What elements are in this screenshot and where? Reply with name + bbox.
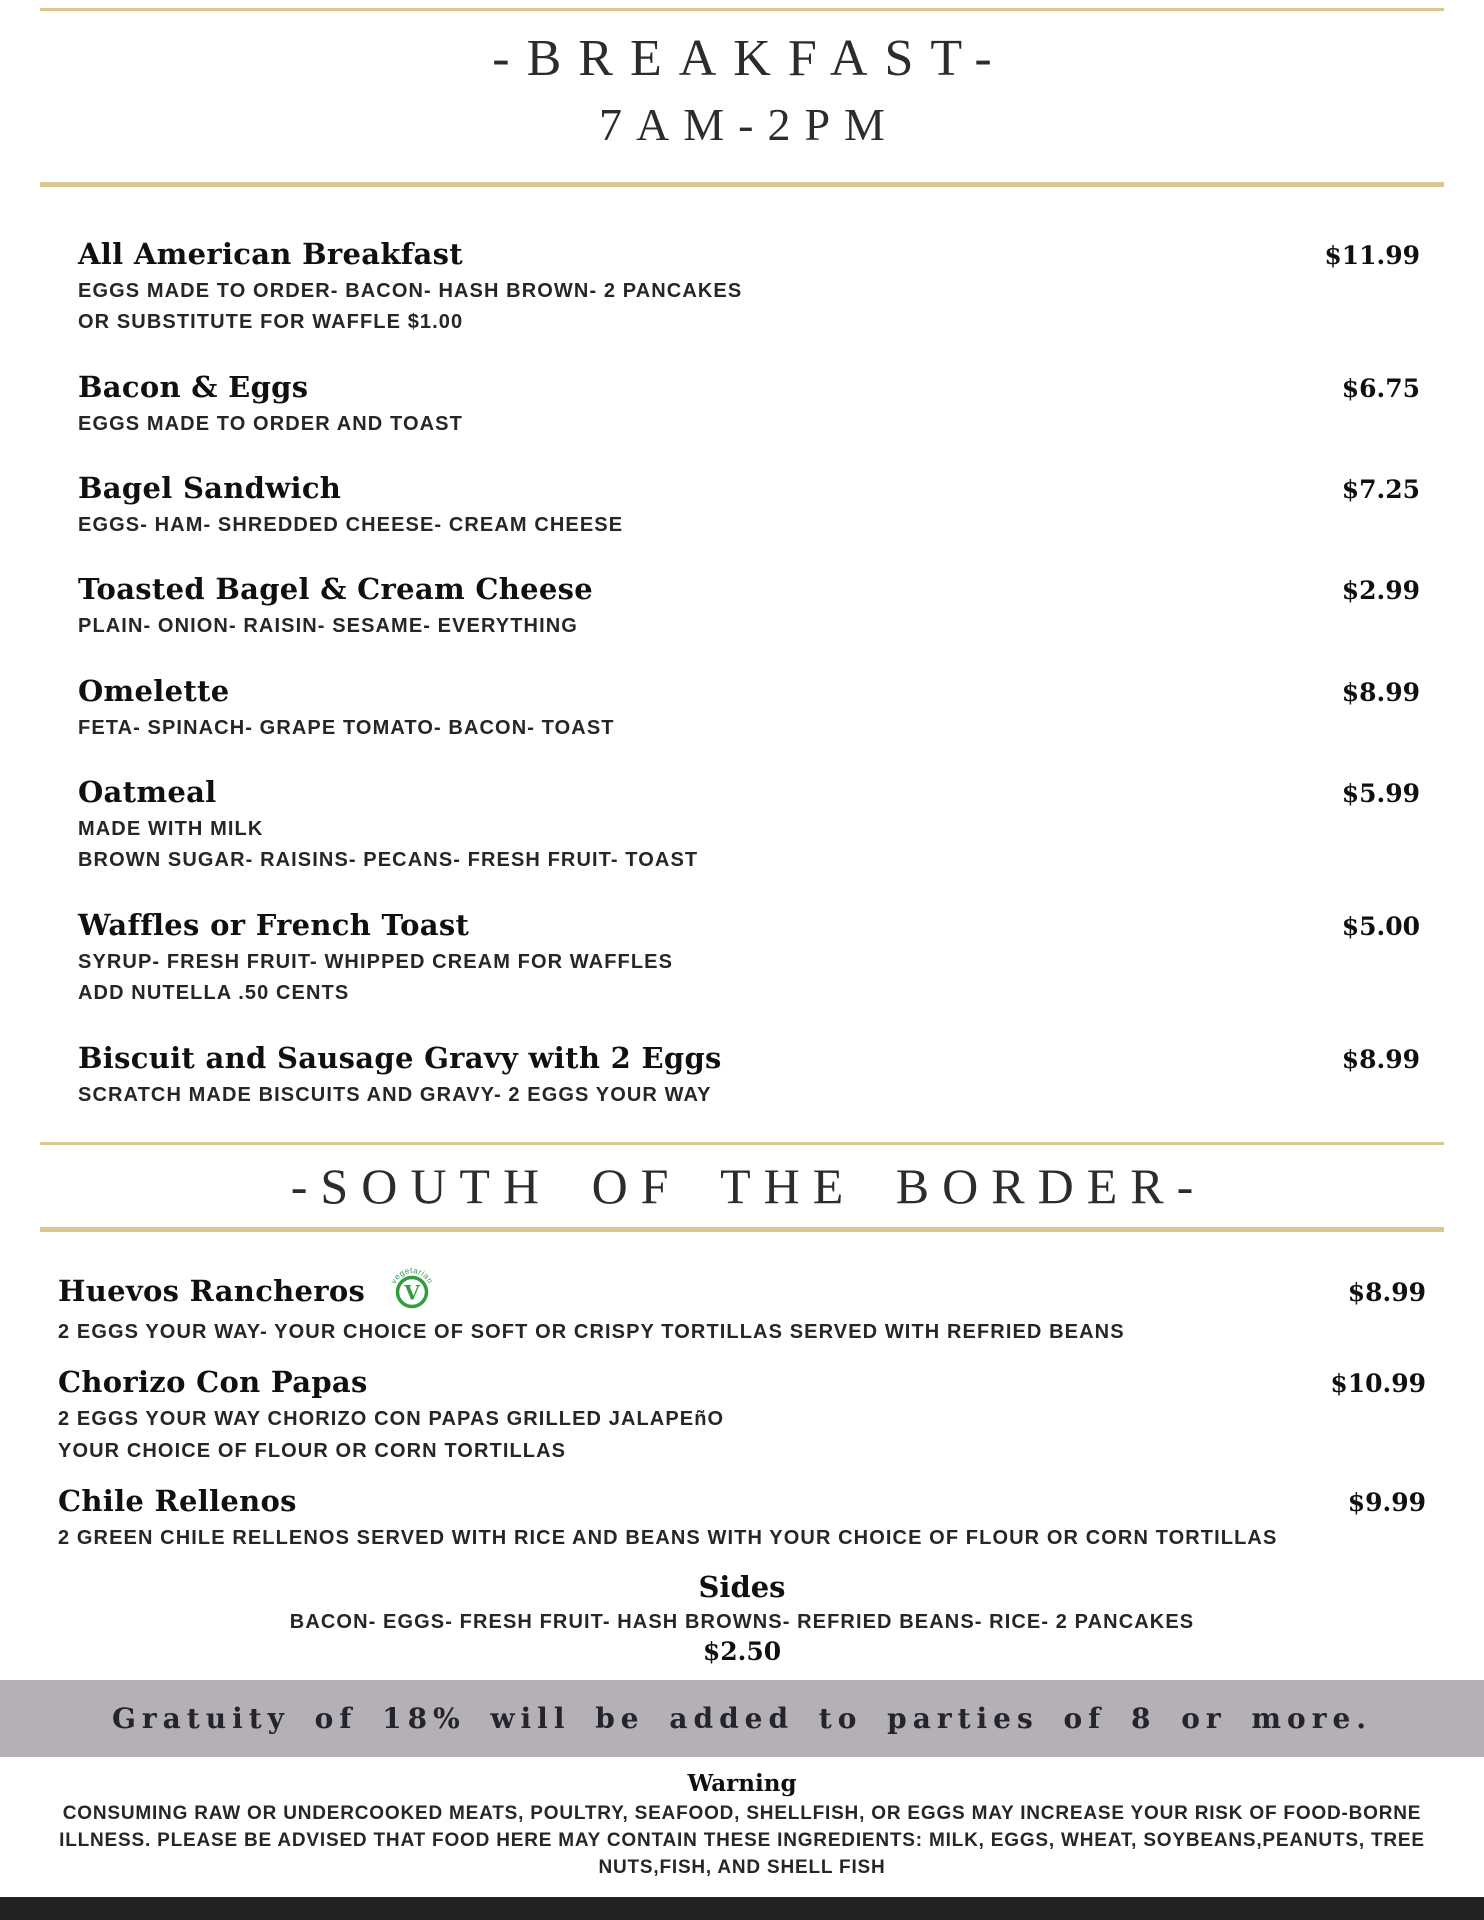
menu-item-huevos-rancheros	[58, 1265, 1426, 1345]
item-price: $11.99	[1324, 240, 1420, 270]
item-price: $8.99	[1347, 1277, 1426, 1307]
menu-item-bacon-and-eggs	[78, 370, 1420, 437]
item-head	[58, 1265, 1426, 1314]
sides-section	[0, 1571, 1484, 1666]
item-head	[78, 471, 1420, 507]
sides-price: $2.50	[702, 1636, 782, 1666]
vegetarian-letter: V	[404, 1280, 420, 1305]
item-head	[78, 1041, 1420, 1077]
item-name: All American Breakfast	[78, 236, 463, 271]
item-price: $2.99	[1341, 576, 1420, 606]
menu-item-oatmeal	[78, 775, 1420, 874]
item-head	[78, 572, 1420, 608]
item-description: EGGS- HAM- SHREDDED CHEESE- CREAM CHEESE	[78, 514, 624, 537]
item-name: Huevos Rancheros	[58, 1273, 366, 1308]
item-description: OR SUBSTITUTE FOR WAFFLE $1.00	[78, 311, 464, 334]
warning-title: Warning	[687, 1770, 797, 1797]
item-description: FETA- SPINACH- GRAPE TOMATO- BACON- TOAST	[78, 716, 615, 739]
item-description: SYRUP- FRESH FRUIT- WHIPPED CREAM FOR WAFFLES	[78, 950, 674, 973]
item-name: Chorizo Con Papas	[58, 1365, 368, 1400]
vegetarian-icon	[385, 1260, 439, 1314]
gratuity-notice-bar	[0, 1680, 1484, 1757]
bottom-bar	[0, 1897, 1484, 1920]
menu-item-omelette	[78, 674, 1420, 741]
item-description: 2 EGGS YOUR WAY CHORIZO CON PAPAS GRILLED JALAPEñO	[58, 1408, 725, 1431]
item-description: MADE WITH MILK	[78, 818, 264, 841]
menu-item-all-american-breakfast	[78, 237, 1420, 336]
item-price: $10.99	[1330, 1369, 1426, 1399]
item-description: YOUR CHOICE OF FLOUR OR CORN TORTILLAS	[58, 1439, 567, 1462]
item-name: Bagel Sandwich	[78, 471, 342, 506]
menu-item-biscuit-sausage-gravy	[78, 1041, 1420, 1108]
breakfast-header	[0, 29, 1484, 152]
item-name: Biscuit and Sausage Gravy with 2 Eggs	[78, 1040, 722, 1075]
item-head	[78, 775, 1420, 811]
item-price: $8.99	[1341, 1044, 1420, 1074]
item-price: $6.75	[1341, 373, 1420, 403]
item-description: SCRATCH MADE BISCUITS AND GRAVY- 2 EGGS YOUR WAY	[78, 1083, 712, 1106]
item-price: $7.25	[1341, 475, 1420, 505]
breakfast-title: -BREAKFAST-	[492, 30, 1009, 87]
item-price: $5.99	[1341, 779, 1420, 809]
south-header	[0, 1155, 1484, 1217]
item-head	[78, 370, 1420, 406]
item-description: EGGS MADE TO ORDER- BACON- HASH BROWN- 2 PANCAKES	[78, 279, 743, 302]
item-description: BROWN SUGAR- RAISINS- PECANS- FRESH FRUIT- TOAST	[78, 849, 699, 872]
sides-description: BACON- EGGS- FRESH FRUIT- HASH BROWNS- REFRIED BEANS- RICE- 2 PANCAKES	[289, 1610, 1195, 1633]
menu-item-toasted-bagel-cream-cheese	[78, 572, 1420, 639]
menu-item-chile-rellenos	[58, 1484, 1426, 1551]
breakfast-hours: 7AM-2PM	[599, 98, 899, 150]
item-description: EGGS MADE TO ORDER AND TOAST	[78, 412, 463, 435]
item-price: $5.00	[1341, 911, 1420, 941]
sides-title: Sides	[698, 1570, 786, 1605]
item-description: ADD NUTELLA .50 CENTS	[78, 982, 350, 1005]
menu-item-bagel-sandwich	[78, 471, 1420, 538]
warning-text: CONSUMING RAW OR UNDERCOOKED MEATS, POULTRY, SEAFOOD, SHELLFISH, OR EGGS MAY INCREASE YOUR RISK OF FOOD-BORNE ILLNESS. PLEASE BE ADVISED THAT FOOD HERE MAY CONTAIN THESE INGREDIENTS: MILK, EGGS, WHEAT, SOYBEANS,PEANUTS, TREE NUTS,FISH, AND SHELL FISH	[59, 1803, 1425, 1878]
south-title: -SOUTH OF THE BORDER-	[290, 1157, 1207, 1214]
top-divider	[40, 8, 1444, 11]
south-section	[0, 1232, 1484, 1551]
item-price: $8.99	[1341, 677, 1420, 707]
warning-section	[0, 1770, 1484, 1882]
item-name: Bacon & Eggs	[78, 369, 309, 404]
item-price: $9.99	[1347, 1488, 1426, 1518]
item-name-group	[58, 1265, 439, 1314]
gratuity-text: Gratuity of 18% will be added to parties of 8 or more.	[111, 1702, 1373, 1735]
item-name: Oatmeal	[78, 775, 217, 810]
item-description: 2 EGGS YOUR WAY- YOUR CHOICE OF SOFT OR CRISPY TORTILLAS SERVED WITH REFRIED BEANS	[58, 1320, 1125, 1343]
item-description: PLAIN- ONION- RAISIN- SESAME- EVERYTHING	[78, 615, 578, 638]
breakfast-section	[0, 187, 1484, 1108]
item-head	[78, 674, 1420, 710]
south-section-top-divider	[40, 1142, 1444, 1145]
item-name: Chile Rellenos	[58, 1484, 297, 1519]
item-head	[78, 908, 1420, 944]
vegetarian-arc-text: vegetarian	[389, 1265, 436, 1286]
item-head	[78, 237, 1420, 273]
item-head	[58, 1365, 1426, 1401]
item-name: Omelette	[78, 673, 230, 708]
vegetarian-icon-svg	[385, 1260, 439, 1314]
item-head	[58, 1484, 1426, 1520]
item-name: Toasted Bagel & Cream Cheese	[78, 572, 593, 607]
item-description: 2 GREEN CHILE RELLENOS SERVED WITH RICE AND BEANS WITH YOUR CHOICE OF FLOUR OR CORN TORTILLAS	[58, 1526, 1278, 1549]
menu-item-chorizo-con-papas	[58, 1365, 1426, 1464]
menu-item-waffles-or-french-toast	[78, 908, 1420, 1007]
item-name: Waffles or French Toast	[78, 907, 470, 942]
